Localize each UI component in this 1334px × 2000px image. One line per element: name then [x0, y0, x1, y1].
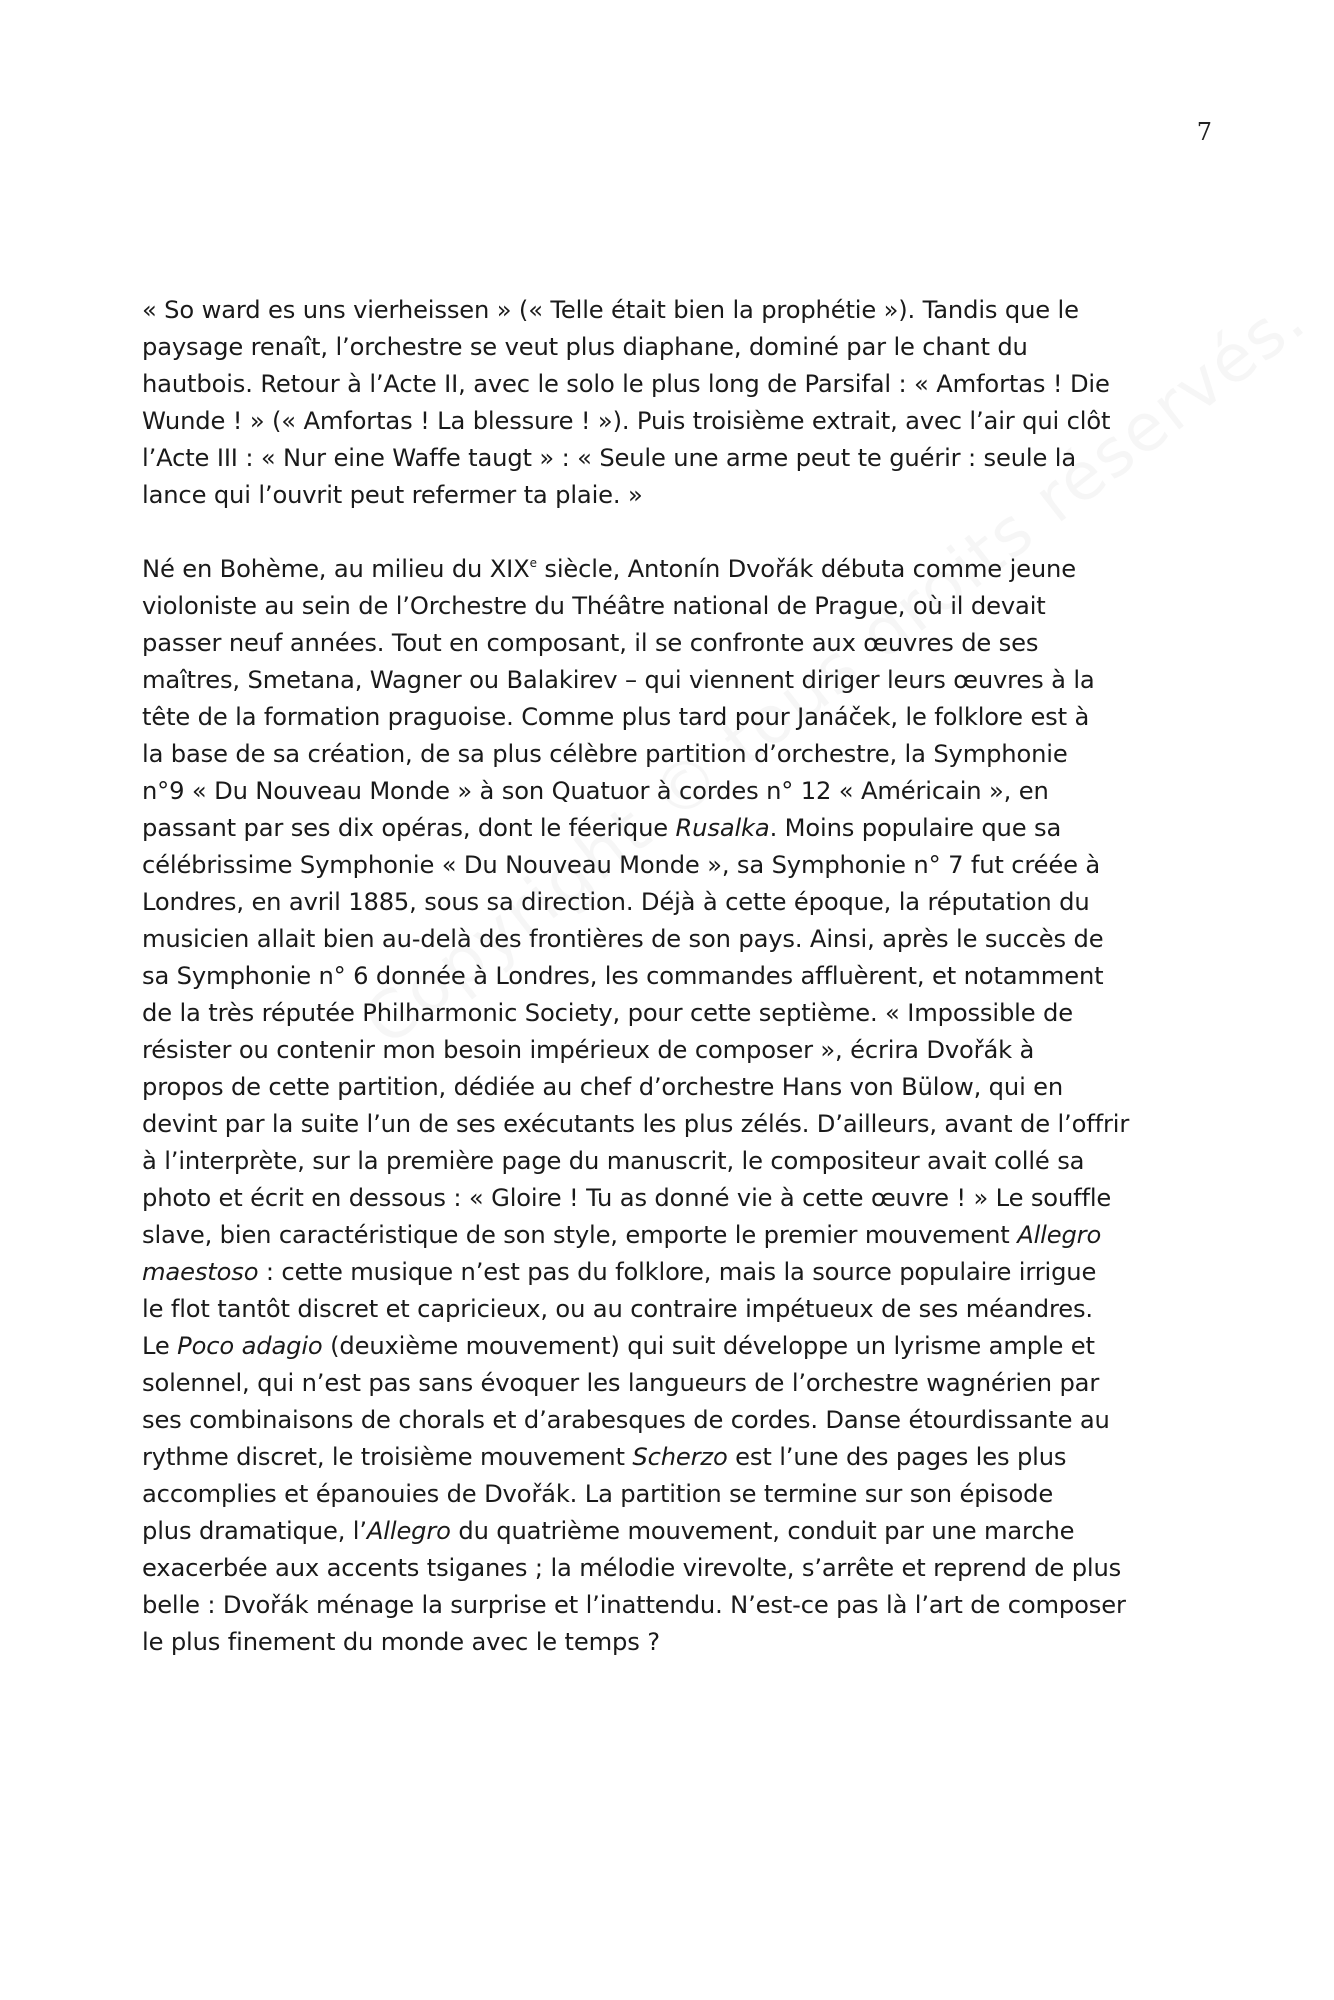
italic-title: Allegro	[366, 1517, 451, 1545]
line-text: accomplies et épanouies de Dvořák. La partition se termine sur son épisode	[142, 1480, 1054, 1508]
text-line	[142, 1291, 1202, 1328]
line-text: du quatrième mouvement, conduit par une marche	[450, 1517, 1075, 1545]
text-line	[142, 366, 1202, 403]
line-text: exacerbée aux accents tsiganes ; la mélodie virevolte, s’arrête et reprend de plus	[142, 1554, 1122, 1582]
text-line	[142, 403, 1202, 440]
text-line	[142, 995, 1202, 1032]
line-text: Londres, en avril 1885, sous sa direction. Déjà à cette époque, la réputation du	[142, 888, 1090, 916]
text-line	[142, 1032, 1202, 1069]
text-line	[142, 440, 1202, 477]
text-line	[142, 1254, 1202, 1291]
line-text: belle : Dvořák ménage la surprise et l’inattendu. N’est-ce pas là l’art de composer	[142, 1591, 1126, 1619]
line-text: le flot tantôt discret et capricieux, ou au contraire impétueux de ses méandres.	[142, 1295, 1093, 1323]
line-text: maîtres, Smetana, Wagner ou Balakirev – qui viennent diriger leurs œuvres à la	[142, 666, 1095, 694]
italic-title: Allegro	[1017, 1221, 1102, 1249]
text-line	[142, 1587, 1202, 1624]
text-line	[142, 588, 1202, 625]
text-line	[142, 1439, 1202, 1476]
line-text: siècle, Antonín Dvořák débuta comme jeune	[536, 555, 1076, 583]
line-text: (deuxième mouvement) qui suit développe un lyrisme ample et	[322, 1332, 1095, 1360]
text-line	[142, 329, 1202, 366]
line-text: Né en Bohème, au milieu du XIX	[142, 555, 530, 583]
line-text: : cette musique n’est pas du folklore, mais la source populaire irrigue	[258, 1258, 1097, 1286]
line-text: sa Symphonie n° 6 donnée à Londres, les commandes affluèrent, et notamment	[142, 962, 1104, 990]
line-text: slave, bien caractéristique de son style, emporte le premier mouvement	[142, 1221, 1018, 1249]
paragraph-gap	[142, 514, 1202, 551]
line-text: propos de cette partition, dédiée au chef d’orchestre Hans von Bülow, qui en	[142, 1073, 1064, 1101]
italic-title: Scherzo	[632, 1443, 728, 1471]
line-text: solennel, qui n’est pas sans évoquer les langueurs de l’orchestre wagnérien par	[142, 1369, 1100, 1397]
paragraph	[142, 292, 1202, 514]
line-text: n°9 « Du Nouveau Monde » à son Quatuor à cordes n° 12 « Américain », en	[142, 777, 1049, 805]
line-text: de la très réputée Philharmonic Society, pour cette septième. « Impossible de	[142, 999, 1073, 1027]
line-text: à l’interprète, sur la première page du manuscrit, le compositeur avait collé sa	[142, 1147, 1085, 1175]
italic-title: maestoso	[142, 1258, 259, 1286]
line-text: lance qui l’ouvrit peut refermer ta plaie. »	[142, 481, 643, 509]
line-text: hautbois. Retour à l’Acte II, avec le solo le plus long de Parsifal : « Amfortas ! Die	[142, 370, 1110, 398]
paragraph	[142, 551, 1202, 1661]
text-line	[142, 1402, 1202, 1439]
italic-title: Rusalka	[675, 814, 770, 842]
line-text: « So ward es uns vierheissen » (« Telle était bien la prophétie »). Tandis que le	[142, 296, 1079, 324]
text-line	[142, 477, 1202, 514]
line-text: ses combinaisons de chorals et d’arabesques de cordes. Danse étourdissante au	[142, 1406, 1110, 1434]
line-text: devint par la suite l’un de ses exécutants les plus zélés. D’ailleurs, avant de l’offrir	[142, 1110, 1130, 1138]
text-line	[142, 884, 1202, 921]
text-line	[142, 551, 1202, 588]
text-line	[142, 1365, 1202, 1402]
text-line	[142, 1476, 1202, 1513]
line-text: passant par ses dix opéras, dont le féerique	[142, 814, 676, 842]
text-line	[142, 1180, 1202, 1217]
line-text: rythme discret, le troisième mouvement	[142, 1443, 633, 1471]
text-line	[142, 1069, 1202, 1106]
line-text: Le	[142, 1332, 178, 1360]
line-text: paysage renaît, l’orchestre se veut plus diaphane, dominé par le chant du	[142, 333, 1028, 361]
text-line	[142, 1513, 1202, 1550]
body-text	[142, 292, 1202, 1661]
text-line	[142, 1550, 1202, 1587]
italic-title: Poco adagio	[177, 1332, 323, 1360]
text-line	[142, 1106, 1202, 1143]
line-text: plus dramatique, l’	[142, 1517, 367, 1545]
line-text: passer neuf années. Tout en composant, il se confronte aux œuvres de ses	[142, 629, 1039, 657]
line-text: . Moins populaire que sa	[769, 814, 1062, 842]
line-text: musicien allait bien au-delà des frontières de son pays. Ainsi, après le succès de	[142, 925, 1104, 953]
line-text: est l’une des pages les plus	[727, 1443, 1067, 1471]
text-line	[142, 773, 1202, 810]
line-text: célébrissime Symphonie « Du Nouveau Monde », sa Symphonie n° 7 fut créée à	[142, 851, 1101, 879]
line-text: résister ou contenir mon besoin impérieux de composer », écrira Dvořák à	[142, 1036, 1035, 1064]
line-text: le plus finement du monde avec le temps ?	[142, 1628, 660, 1656]
text-line	[142, 736, 1202, 773]
text-line	[142, 625, 1202, 662]
page-number: 7	[1196, 118, 1212, 146]
text-line	[142, 847, 1202, 884]
text-line	[142, 1328, 1202, 1365]
line-text: l’Acte III : « Nur eine Waffe taugt » : « Seule une arme peut te guérir : seule la	[142, 444, 1076, 472]
text-line	[142, 921, 1202, 958]
text-line	[142, 662, 1202, 699]
text-line	[142, 292, 1202, 329]
text-line	[142, 1624, 1202, 1661]
superscript: e	[529, 556, 537, 570]
text-line	[142, 1143, 1202, 1180]
line-text: photo et écrit en dessous : « Gloire ! Tu as donné vie à cette œuvre ! » Le souffle	[142, 1184, 1112, 1212]
text-line	[142, 958, 1202, 995]
line-text: la base de sa création, de sa plus célèbre partition d’orchestre, la Symphonie	[142, 740, 1068, 768]
text-line	[142, 699, 1202, 736]
line-text: Wunde ! » (« Amfortas ! La blessure ! »). Puis troisième extrait, avec l’air qui clôt	[142, 407, 1111, 435]
line-text: violoniste au sein de l’Orchestre du Théâtre national de Prague, où il devait	[142, 592, 1046, 620]
text-line	[142, 1217, 1202, 1254]
text-line	[142, 810, 1202, 847]
line-text: tête de la formation praguoise. Comme plus tard pour Janáček, le folklore est à	[142, 703, 1090, 731]
